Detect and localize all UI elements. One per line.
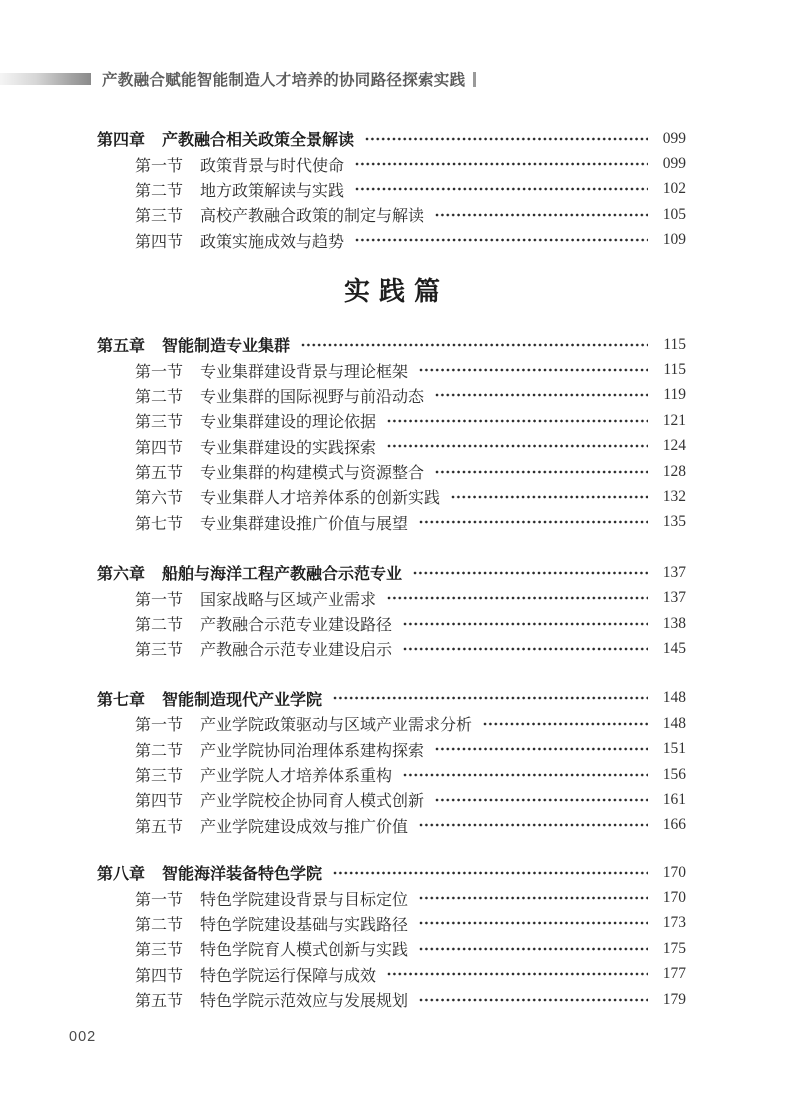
toc-entry-label: 第三节 — [135, 942, 184, 960]
toc-entry-title: 地方政策解读与实践 — [200, 182, 345, 200]
dot-leader — [403, 647, 648, 651]
dot-leader — [387, 419, 648, 423]
toc-entry-title: 高校产教融合政策的制定与解读 — [200, 208, 425, 226]
toc-entry-page-number: 135 — [662, 513, 686, 531]
toc-entry-label: 第八章 — [97, 866, 146, 884]
toc-entry-title: 特色学院建设基础与实践路径 — [200, 916, 409, 934]
dot-leader — [333, 696, 648, 700]
toc-entry-title: 专业集群建设的实践探索 — [200, 439, 377, 457]
dot-leader — [301, 343, 648, 347]
toc-section-row — [97, 228, 686, 253]
toc-section-row — [97, 510, 686, 535]
dot-leader — [419, 823, 648, 827]
toc-entry-label: 第四章 — [97, 132, 146, 150]
toc-entry-title: 产业学院人才培养体系重构 — [200, 768, 393, 785]
toc-section-row — [97, 611, 686, 636]
toc-section-row — [97, 762, 686, 787]
toc-section-row — [97, 711, 686, 736]
toc-entry-label: 第四节 — [135, 793, 184, 811]
toc-chapter-row — [97, 126, 686, 151]
toc-entry-title: 政策实施成效与趋势 — [200, 233, 345, 251]
toc-entry-page-number: 099 — [662, 155, 686, 173]
toc-section-row — [97, 585, 686, 610]
toc-entry-label: 第五章 — [97, 338, 146, 356]
dot-leader — [419, 947, 648, 951]
toc-chapter-row — [97, 686, 686, 711]
toc-entry-page-number: 156 — [662, 765, 686, 783]
dot-leader — [435, 393, 648, 397]
toc-entry-page-number: 170 — [662, 889, 686, 907]
toc-entry-label: 第七章 — [97, 691, 146, 709]
toc-entry-label: 第三节 — [135, 208, 184, 226]
dot-leader — [365, 137, 648, 141]
dot-leader — [419, 368, 648, 372]
toc-entry-title: 专业集群建设背景与理论框架 — [200, 363, 409, 381]
toc-entry-label: 第二节 — [135, 388, 184, 406]
toc-entry-page-number: 148 — [662, 689, 686, 707]
toc-entry-label: 第三节 — [135, 642, 184, 660]
toc-entry-page-number: 137 — [662, 589, 686, 607]
toc-entry-label: 第一节 — [135, 891, 184, 909]
dot-leader — [435, 747, 648, 751]
toc-chapter-block — [97, 332, 686, 535]
dot-leader — [355, 187, 648, 191]
toc-entry-page-number: 105 — [662, 205, 686, 223]
toc-entry-title: 产业学院协同治理体系建构探索 — [200, 742, 425, 760]
toc-entry-label: 第二节 — [135, 182, 184, 200]
toc-entry-title: 产业学院政策驱动与区域产业需求分析 — [200, 717, 473, 735]
toc-entry-page-number: 148 — [662, 714, 686, 732]
toc-entry-title: 专业集群建设推广价值与展望 — [200, 515, 409, 533]
toc-entry-page-number: 175 — [662, 939, 686, 957]
dot-leader — [435, 213, 648, 217]
toc-front-chapters — [97, 126, 686, 253]
table-of-contents — [97, 126, 686, 1012]
toc-entry-page-number: 177 — [662, 965, 686, 983]
toc-entry-label: 第六章 — [97, 566, 146, 584]
toc-chapter-row — [97, 332, 686, 357]
toc-entry-title: 智能制造现代产业学院 — [162, 691, 323, 709]
toc-entry-page-number: 115 — [663, 335, 686, 353]
toc-chapter-block — [97, 560, 686, 662]
toc-entry-label: 第四节 — [135, 967, 184, 985]
dot-leader — [387, 972, 648, 976]
toc-entry-title: 专业集群建设的理论依据 — [200, 414, 377, 432]
toc-entry-title: 产教融合示范专业建设启示 — [200, 642, 393, 660]
part-heading: 实践篇 — [343, 276, 449, 306]
toc-entry-page-number: 173 — [662, 914, 686, 932]
header-gradient-bar — [0, 73, 91, 85]
toc-section-row — [97, 813, 686, 838]
toc-entry-label: 第五节 — [135, 993, 184, 1011]
toc-entry-page-number: 138 — [662, 614, 686, 632]
folio-page-number: 002 — [69, 1029, 97, 1045]
toc-entry-label: 第二节 — [135, 916, 184, 934]
toc-entry-page-number: 137 — [662, 563, 686, 581]
toc-entry-label: 第三节 — [135, 414, 184, 432]
page-footer — [69, 1029, 96, 1045]
toc-entry-title: 特色学院运行保障与成效 — [200, 967, 377, 985]
dot-leader — [435, 798, 648, 802]
dot-leader — [413, 571, 648, 575]
toc-section-row — [97, 408, 686, 433]
running-head-title: 产教融合赋能智能制造人才培养的协同路径探索实践 — [102, 72, 466, 89]
toc-entry-page-number: 151 — [662, 740, 686, 758]
toc-entry-page-number: 102 — [662, 180, 686, 198]
toc-section-row — [97, 484, 686, 509]
dot-leader — [483, 722, 648, 726]
toc-section-row — [97, 383, 686, 408]
toc-chapter-row — [97, 860, 686, 885]
toc-entry-title: 专业集群的构建模式与资源整合 — [200, 465, 425, 483]
toc-section-row — [97, 636, 686, 661]
toc-entry-title: 智能制造专业集群 — [162, 338, 291, 356]
header-divider-bar — [473, 72, 476, 87]
toc-entry-label: 第四节 — [135, 233, 184, 251]
toc-chapter-block — [97, 126, 686, 253]
toc-entry-label: 第五节 — [135, 818, 184, 836]
dot-leader — [419, 896, 648, 900]
toc-entry-page-number: 099 — [662, 129, 686, 147]
toc-chapter-row — [97, 560, 686, 585]
toc-entry-title: 智能海洋装备特色学院 — [162, 866, 323, 884]
dot-leader — [387, 596, 648, 600]
toc-section-row — [97, 151, 686, 176]
toc-entry-label: 第三节 — [135, 768, 184, 785]
toc-entry-title: 产教融合示范专业建设路径 — [200, 617, 393, 635]
toc-entry-label: 第一节 — [135, 363, 184, 381]
toc-section-row — [97, 885, 686, 910]
toc-entry-label: 第五节 — [135, 465, 184, 483]
dot-leader — [451, 495, 648, 499]
toc-entry-title: 产业学院校企协同育人模式创新 — [200, 793, 425, 811]
toc-entry-title: 专业集群的国际视野与前沿动态 — [200, 388, 425, 406]
toc-chapter-block — [97, 860, 686, 1012]
dot-leader — [387, 444, 648, 448]
toc-section-row — [97, 911, 686, 936]
toc-section-row — [97, 177, 686, 202]
dot-leader — [333, 871, 648, 875]
toc-entry-title: 特色学院示范效应与发展规划 — [200, 993, 409, 1011]
toc-entry-page-number: 115 — [663, 361, 686, 379]
toc-entry-title: 产教融合相关政策全景解读 — [162, 132, 355, 150]
running-head — [0, 66, 799, 92]
dot-leader — [403, 773, 648, 777]
toc-chapter-block — [97, 686, 686, 838]
toc-entry-title: 特色学院育人模式创新与实践 — [200, 942, 409, 960]
toc-entry-page-number: 124 — [662, 437, 686, 455]
toc-entry-page-number: 132 — [662, 487, 686, 505]
toc-entry-page-number: 161 — [662, 790, 686, 808]
toc-section-row — [97, 357, 686, 382]
toc-section-row — [97, 936, 686, 961]
toc-entry-label: 第六节 — [135, 490, 184, 508]
toc-section-row — [97, 434, 686, 459]
toc-entry-label: 第二节 — [135, 617, 184, 635]
toc-entry-title: 特色学院建设背景与目标定位 — [200, 891, 409, 909]
toc-entry-page-number: 121 — [662, 411, 686, 429]
toc-entry-label: 第四节 — [135, 439, 184, 457]
toc-practice-chapters — [97, 332, 686, 1012]
dot-leader — [419, 520, 648, 524]
dot-leader — [419, 921, 648, 925]
dot-leader — [355, 162, 648, 166]
toc-entry-title: 政策背景与时代使命 — [200, 157, 345, 175]
dot-leader — [419, 998, 648, 1002]
toc-entry-label: 第一节 — [135, 717, 184, 735]
toc-section-row — [97, 787, 686, 812]
toc-entry-page-number: 109 — [662, 231, 686, 249]
toc-entry-label: 第二节 — [135, 742, 184, 760]
dot-leader — [403, 622, 648, 626]
toc-entry-page-number: 145 — [662, 639, 686, 657]
toc-entry-label: 第一节 — [135, 157, 184, 175]
toc-section-row — [97, 459, 686, 484]
dot-leader — [355, 238, 648, 242]
dot-leader — [435, 470, 648, 474]
toc-section-row — [97, 736, 686, 761]
toc-entry-title: 国家战略与区域产业需求 — [200, 591, 377, 609]
toc-section-row — [97, 987, 686, 1012]
toc-entry-title: 船舶与海洋工程产教融合示范专业 — [162, 566, 403, 584]
toc-section-row — [97, 962, 686, 987]
toc-entry-page-number: 119 — [663, 386, 686, 404]
toc-entry-title: 专业集群人才培养体系的创新实践 — [200, 490, 441, 508]
toc-entry-label: 第一节 — [135, 591, 184, 609]
toc-entry-label: 第七节 — [135, 515, 184, 533]
toc-section-row — [97, 202, 686, 227]
toc-entry-page-number: 179 — [662, 990, 686, 1008]
toc-entry-title: 产业学院建设成效与推广价值 — [200, 818, 409, 836]
toc-entry-page-number: 128 — [662, 462, 686, 480]
toc-entry-page-number: 166 — [662, 816, 686, 834]
toc-entry-page-number: 170 — [662, 863, 686, 881]
